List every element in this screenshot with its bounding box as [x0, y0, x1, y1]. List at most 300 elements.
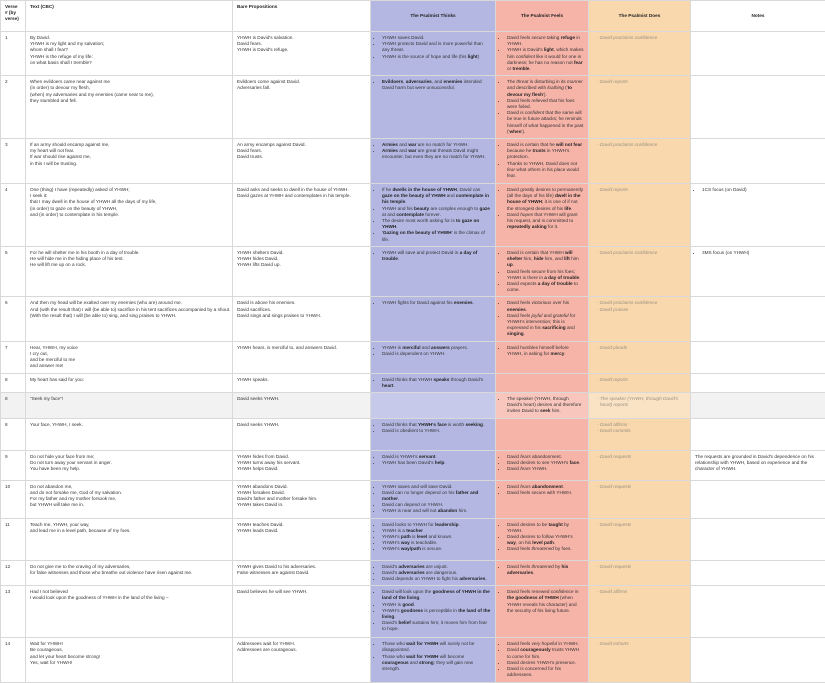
italic-segment: fears [520, 484, 530, 489]
text-segment: David [507, 466, 520, 471]
bold-segment: heart [382, 383, 393, 388]
bold-segment: gaze on the beauty of YHWH [382, 193, 445, 198]
text-line: You have been my help. [30, 466, 228, 472]
bullet-item [382, 218, 491, 230]
bold-segment: Evildoers [382, 79, 403, 84]
notes-cell [691, 560, 825, 586]
text-segment: is secure. [421, 546, 442, 551]
text-line: Do not turn away your servant in anger. [30, 460, 228, 466]
text-segment: David's [382, 564, 399, 569]
bold-segment: Gazing on the beauty of YHWH [383, 230, 452, 235]
text-segment: David greatly desires to permanently (all the days of his life) [507, 187, 583, 198]
text-line: YHWH is the refuge of my life: [30, 54, 228, 60]
table-row [1, 418, 825, 450]
bullet-item [507, 647, 584, 659]
notes-cell [691, 76, 825, 139]
bullet-item: - David affirms [600, 422, 686, 428]
text-segment: '). [543, 92, 547, 97]
text-segment: because he [507, 148, 533, 153]
bold-segment: to devour my flesh [507, 85, 572, 96]
text-line: I cry out, [30, 351, 228, 357]
bold-segment: contemplate [396, 212, 424, 217]
text-segment: YHWH is [382, 602, 402, 607]
bullet-list [500, 484, 584, 496]
psalmist-does-cell [589, 450, 691, 480]
verse-number: 6 [1, 297, 26, 341]
text-segment: David depends on YHWH to fight his [382, 576, 459, 581]
text-line: for false witnesses and those who breathe out violence have risen against me. [30, 570, 228, 576]
text-segment: . [554, 540, 555, 545]
bold-segment: to gaze on YHWH [382, 218, 479, 229]
text-line: For my father and my mother forsook me, [30, 496, 228, 502]
bullet-list [375, 345, 491, 357]
bold-segment: up [507, 262, 513, 267]
text-line: whom shall I fear? [30, 47, 228, 53]
psalmist-does-cell [589, 341, 691, 373]
bold-segment: tremble [512, 66, 529, 71]
text-segment: . [396, 224, 397, 229]
italic-segment: fears [520, 466, 530, 471]
bullet-list [500, 35, 584, 72]
psalmist-does-cell [589, 560, 691, 586]
text-segment: David humbles himself before YHWH, in asking for [507, 345, 569, 356]
text-segment: Thanks to YHWH, David does not [507, 161, 577, 166]
bare-propositions [233, 392, 371, 418]
text-segment: . [394, 614, 395, 619]
text-segment: , and [432, 79, 444, 84]
bullet-list [500, 396, 584, 415]
text-segment: what others in his place would fear. [507, 167, 579, 178]
text-segment: , [403, 79, 406, 84]
proposition-line: David believes he will see YHWH. [237, 589, 366, 595]
bullet-item: - David proclaims confidence [600, 300, 686, 306]
bullet-list [593, 641, 686, 647]
psalmist-feels-cell [496, 76, 589, 139]
bullet-item: - David reports [600, 79, 686, 85]
bullet-item [382, 206, 491, 218]
text-segment: through David's [449, 377, 483, 382]
proposition-line: YHWH abandons David. [237, 484, 366, 490]
bold-segment: answers [431, 345, 450, 350]
bullet-item [382, 546, 491, 552]
bare-propositions [233, 76, 371, 139]
text-line: And (with the result that) I will (be able to) sacrifice in his tent sacrifices accompanied by a shout. [30, 307, 228, 313]
text-segment: , David can [457, 187, 480, 192]
bare-propositions [233, 518, 371, 560]
notes-cell [691, 297, 825, 341]
text-segment: David will look upon the [382, 589, 433, 594]
bold-segment: enemies [444, 79, 463, 84]
text-segment: . [513, 262, 514, 267]
bold-segment: wait for YHWH [406, 654, 438, 659]
bare-propositions [233, 32, 371, 76]
text-segment: David is certain that he [507, 142, 556, 147]
text-segment: and [445, 193, 455, 198]
bullet-item [382, 250, 491, 262]
italic-segment: fears [520, 454, 530, 459]
table-row [1, 247, 825, 297]
notes-cell [691, 638, 825, 683]
text-line: One (thing) I have (repeatedly) asked of YHWH; [30, 187, 228, 193]
text-line: and be merciful to me [30, 357, 228, 363]
text-segment: The desire most worth asking for is [382, 218, 456, 223]
notes-cell [691, 373, 825, 392]
bullet-item [382, 377, 491, 389]
text-line: YHWH is my light and my salvation; [30, 41, 228, 47]
scripture-text [26, 373, 233, 392]
psalmist-does-cell [589, 139, 691, 184]
notes-cell [691, 32, 825, 76]
text-segment: . [526, 307, 527, 312]
text-segment: David feels renewed [507, 589, 551, 594]
text-segment: David feels [507, 35, 532, 40]
text-segment: sustains him; it moves him from fear to hope. [382, 620, 487, 631]
verse-number: 1 [1, 32, 26, 76]
proposition-line: YHWH shelters David. [237, 250, 366, 256]
bold-segment: level path [532, 540, 554, 545]
bold-segment: mercy [551, 351, 565, 356]
bullet-item: • David can depend on YHWH. [382, 502, 491, 508]
text-line: He will lift me up on a rock. [30, 262, 228, 268]
bullet-list [375, 142, 491, 161]
psalmist-feels-cell [496, 586, 589, 638]
bold-segment: adversaries [459, 576, 485, 581]
italic-segment: threat [516, 79, 528, 84]
bold-segment: a day of trouble [382, 250, 477, 261]
italic-segment: threatened [532, 564, 554, 569]
bullet-list [593, 422, 686, 434]
text-segment: and [566, 325, 575, 330]
bold-segment: adversaries [406, 79, 432, 84]
proposition-line: David sacrifices. [237, 307, 366, 313]
proposition-line: YHWH hears, is merciful to, and answers David. [237, 345, 366, 351]
proposition-line: David seeks YHWH. [237, 396, 366, 402]
text-line: Do not hide your face from me; [30, 454, 228, 460]
psalmist-thinks-cell [371, 184, 496, 247]
psalmist-thinks-cell [371, 297, 496, 341]
bullet-item [382, 576, 491, 582]
bullet-item: • 3MS focus (on YHWH) [702, 250, 821, 256]
text-segment: are complex enough to [429, 206, 479, 211]
text-line: (With the result that) I will (be able to) sing, and sing praises to YHWH. [30, 313, 228, 319]
bullet-list [375, 35, 491, 60]
psalmist-does-cell [589, 76, 691, 139]
bold-segment: when [509, 129, 521, 134]
psalmist-feels-cell [496, 560, 589, 586]
text-segment: are dangerous. [425, 570, 458, 575]
text-segment: in YHWH. [557, 641, 579, 646]
bullet-item: • YHWH protects David and is more powerful than any threat. [382, 41, 491, 53]
bullet-list [593, 564, 686, 570]
bullet-item: - David proclaims confidence [600, 142, 686, 148]
psalmist-does-cell [589, 247, 691, 297]
bullet-item: - David requests [600, 484, 686, 490]
text-segment: David looks to YHWH for [382, 522, 435, 527]
bold-segment: strong [419, 660, 434, 665]
psalmist-does-cell [589, 418, 691, 450]
proposition-line: David's father and mother forsake him. [237, 496, 366, 502]
text-line: (when) my adversaries and my enemies (came near to me), [30, 92, 228, 98]
text-segment: If he [382, 187, 392, 192]
bullet-item [382, 230, 491, 242]
text-segment: . [533, 570, 534, 575]
proposition-line: David asks and seeks to dwell in the house of YHWH. [237, 187, 366, 193]
bold-segment: courageously [520, 647, 550, 652]
psalmist-thinks-cell [371, 373, 496, 392]
text-segment: David thinks that YHWH [382, 377, 434, 382]
proposition-line: YHWH speaks. [237, 377, 366, 383]
text-segment: YHWH's [382, 540, 401, 545]
header-row [1, 1, 825, 32]
text-line: My heart has said for you: [30, 377, 228, 383]
proposition-line: YHWH teaches David. [237, 522, 366, 528]
scripture-text [26, 586, 233, 638]
proposition-line: David fears. [237, 41, 366, 47]
text-segment: David feels secure from his foes; YHWH is there in [507, 269, 575, 280]
text-segment: . [483, 422, 484, 427]
scripture-text [26, 450, 233, 480]
bullet-list [500, 641, 584, 678]
psalmist-thinks-cell [371, 139, 496, 184]
psalmist-thinks-cell [371, 480, 496, 518]
italic-segment: grateful [553, 313, 569, 318]
bullet-list [500, 454, 584, 473]
bare-propositions [233, 560, 371, 586]
bare-propositions [233, 586, 371, 638]
bullet-item: • YHWH saves David. [382, 35, 491, 41]
notes-text: The requests are grounded in David's dependence on his relationship with YHWH, based on experience and the character of YHWH. [695, 454, 814, 471]
bullet-item: - David proclaims confidence [600, 250, 686, 256]
psalmist-thinks-cell [371, 586, 496, 638]
text-line: For he will shelter me in his booth in a day of trouble. [30, 250, 228, 256]
bold-segment: refuge [561, 35, 575, 40]
text-segment: . [435, 454, 436, 459]
text-segment: . [444, 460, 445, 465]
bold-segment: life [564, 206, 571, 211]
verse-number: 9 [1, 450, 26, 480]
bold-segment: way/path [401, 546, 421, 551]
text-segment: David [507, 212, 520, 217]
bullet-list [500, 142, 584, 179]
text-segment: and [409, 660, 419, 665]
bold-segment: light [544, 47, 554, 52]
italic-segment: confident [525, 110, 544, 115]
bullet-item [507, 110, 584, 135]
bold-segment: good [402, 602, 413, 607]
bold-segment: will shelter [507, 250, 573, 261]
text-segment: David expects [507, 281, 538, 286]
header-bare-propositions: Bare Propositions [233, 1, 371, 32]
bullet-item: • David is dependent on YHWH. [382, 351, 491, 357]
scripture-text [26, 297, 233, 341]
table-row [1, 392, 825, 418]
text-segment: is teachable. [410, 540, 438, 545]
proposition-line: YHWH lifts David up. [237, 262, 366, 268]
text-segment: David's [382, 620, 399, 625]
text-segment: YHWH's [382, 546, 401, 551]
bold-segment: dwell in the house of YHWH [507, 193, 580, 204]
bullet-item: • David is obedient to YHWH. [382, 428, 491, 434]
psalmist-thinks-cell [371, 518, 496, 560]
text-line: Hear, YHWH, my voice [30, 345, 228, 351]
notes-cell [691, 480, 825, 518]
text-segment: David feels [507, 300, 532, 305]
bullet-item: • 1CS focus (on David) [702, 187, 821, 193]
text-line: Your face, YHWH, I seek. [30, 422, 228, 428]
bullet-list [500, 250, 584, 293]
bullet-item [507, 161, 584, 180]
bullet-item: - David reports [600, 377, 686, 383]
bold-segment: abandon [438, 508, 458, 513]
header-verse: Verse # (by verse) [1, 1, 26, 32]
scripture-text [26, 638, 233, 683]
text-line: Teach me, YHWH, your way, [30, 522, 228, 528]
text-line: and let your heart become strong! [30, 654, 228, 660]
text-segment: . [419, 595, 420, 600]
proposition-line: Addressees wait for YHWH. [237, 641, 366, 647]
bullet-item [507, 345, 584, 357]
table-row [1, 184, 825, 247]
bare-propositions [233, 480, 371, 518]
bullet-list [593, 35, 686, 41]
bold-segment: war [408, 148, 416, 153]
bold-segment: light [468, 54, 478, 59]
bold-segment: hide [534, 256, 544, 261]
text-segment: David feels [507, 98, 532, 103]
bold-segment: sacrificing [542, 325, 565, 330]
text-segment: YHWH fights for David against his [382, 300, 454, 305]
text-line: Do not abandon me, [30, 484, 228, 490]
text-line: When evildoers came near against me [30, 79, 228, 85]
italic-segment: confidence [551, 589, 574, 594]
psalmist-does-cell [589, 32, 691, 76]
bold-segment: fear [574, 60, 583, 65]
scripture-text [26, 139, 233, 184]
bullet-item [507, 564, 584, 576]
text-segment: to come. [507, 281, 578, 292]
bullet-list [500, 589, 584, 614]
italic-segment: fear [507, 167, 515, 172]
psalmist-does-cell [589, 373, 691, 392]
text-segment: and [398, 142, 408, 147]
verse-number: 12 [1, 560, 26, 586]
text-segment: David desires to see YHWH's [507, 460, 570, 465]
bullet-list [593, 454, 686, 460]
text-line: and (in order) to contemplate in his temple. [30, 212, 228, 218]
bullet-item: - David requests [600, 522, 686, 528]
table-row [1, 586, 825, 638]
italic-segment: joyful [532, 313, 543, 318]
bullet-item [382, 148, 491, 160]
bullet-list [375, 641, 491, 672]
text-segment: are great threats David might encounter, but even they are no match for YHWH. [382, 148, 486, 159]
text-segment: ; it is one of if not the strongest desires of his [507, 199, 578, 210]
proposition-line: YHWH leads David. [237, 528, 366, 534]
bullet-list [695, 250, 821, 256]
bullet-item: - David reports [600, 187, 686, 193]
text-segment: in [573, 589, 578, 594]
verse-number: 2 [1, 76, 26, 139]
proposition-line: YHWH is David's salvation. [237, 35, 366, 41]
proposition-line: An army encamps against David. [237, 142, 366, 148]
bold-segment: goodness of YHWH in the land of the living [382, 589, 490, 600]
bold-segment: taught [548, 522, 562, 527]
text-segment: . [485, 576, 486, 581]
text-segment: prayers. [450, 345, 468, 350]
text-segment: and [542, 313, 552, 318]
text-segment: David [507, 484, 520, 489]
bare-propositions [233, 450, 371, 480]
text-segment: in YHWH. [507, 35, 580, 46]
bullet-item: • David desires YHWH's presence. [507, 660, 584, 666]
bold-segment: goodness [401, 608, 423, 613]
bold-segment: a day of trouble [544, 275, 579, 280]
italic-segment: threatened [532, 546, 554, 551]
bold-segment: belief [399, 620, 411, 625]
bold-segment: way [507, 540, 516, 545]
psalmist-feels-cell [496, 341, 589, 373]
bold-segment: merciful [402, 345, 420, 350]
text-segment: are no match for YHWH. [416, 142, 468, 147]
text-segment: by [554, 564, 562, 569]
text-segment: . [398, 496, 399, 501]
bullet-item: - David praises [600, 307, 686, 313]
proposition-line: YHWH is David's refuge. [237, 47, 366, 53]
text-segment: that the same will be true in future attacks; he reminds himself of what happened in the past (' [507, 110, 583, 134]
text-segment: and [398, 148, 408, 153]
text-segment: is [411, 534, 417, 539]
italic-segment: victorious [532, 300, 552, 305]
bold-segment: a day of trouble [538, 281, 573, 286]
text-segment: ; they will gain new strength. [382, 660, 473, 671]
table-row [1, 341, 825, 373]
text-line: and lead me in a level path, because of my foes. [30, 528, 228, 534]
text-segment: him, [522, 256, 533, 261]
psalmist-thinks-cell [371, 247, 496, 297]
text-segment: at and [382, 212, 396, 217]
psalmist-feels-cell [496, 373, 589, 392]
text-line: they stumbled and fell. [30, 98, 228, 104]
bullet-item [382, 654, 491, 673]
proposition-line: David trusts. [237, 154, 366, 160]
text-segment: David feels [507, 546, 532, 551]
psalmist-thinks-cell [371, 560, 496, 586]
text-line: By David. [30, 35, 228, 41]
text-segment: David is YHWH's [382, 454, 419, 459]
bullet-list [375, 484, 491, 515]
text-segment: David is certain that YHWH [507, 250, 565, 255]
bullet-list [593, 396, 686, 408]
notes-cell [691, 418, 825, 450]
bullet-list [375, 79, 491, 91]
bold-segment: Armies [382, 142, 398, 147]
psalmist-does-cell [589, 297, 691, 341]
scripture-text [26, 76, 233, 139]
text-line: on what basis shall I tremble? [30, 60, 228, 66]
bold-segment: Armies [382, 148, 398, 153]
bold-segment: trusts [533, 148, 546, 153]
text-segment: that his foes were foiled. [507, 98, 575, 109]
text-segment: Those who [382, 641, 406, 646]
bullet-list [375, 250, 491, 262]
bullet-item: • David is concerned for his addressees. [507, 666, 584, 678]
bullet-list [500, 522, 584, 553]
psalmist-feels-cell [496, 184, 589, 247]
proposition-line: David seeks YHWH. [237, 422, 366, 428]
text-segment: . [564, 351, 565, 356]
bullet-item: - David pleads [600, 345, 686, 351]
bold-segment: contemplate in his temple [382, 193, 489, 204]
